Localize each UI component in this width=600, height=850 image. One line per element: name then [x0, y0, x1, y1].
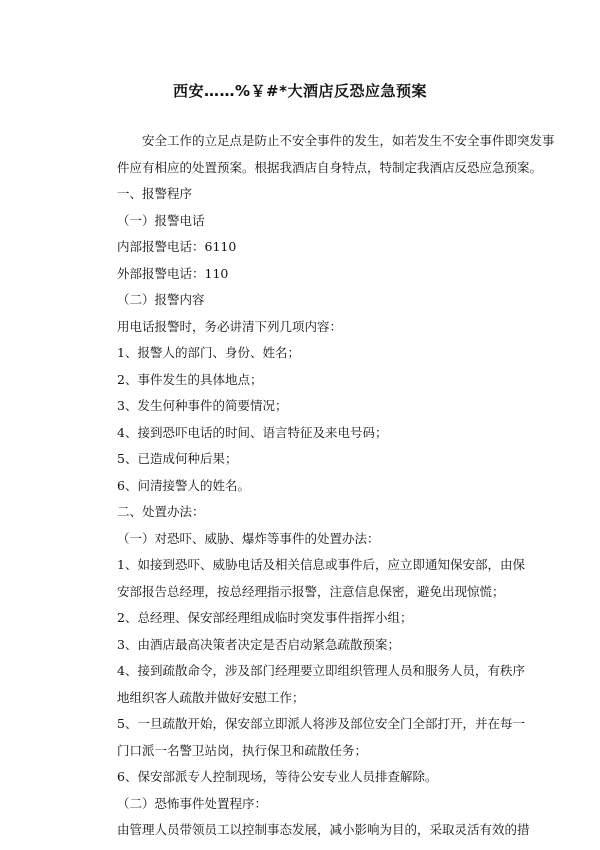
list-item: 2、总经理、保安部经理组成临时突发事件指挥小组；: [117, 610, 413, 625]
document-body: [117, 128, 555, 844]
paragraph-line: 由管理人员带领员工以控制事态发展，减小影响为目的，采取灵活有效的措: [117, 822, 530, 837]
list-item: 3、发生何种事件的简要情况；: [117, 398, 288, 413]
list-item: 3、由酒店最高决策者决定是否启动紧急疏散预案；: [117, 636, 400, 652]
report-content-lead: 用电话报警时，务必讲清下列几项内容：: [117, 318, 343, 334]
subsection-heading: （二）恐怖事件处置程序：: [117, 795, 268, 811]
list-item: 4、接到疏散命令，涉及部门经理要立即组织管理人员和服务人员，有秩序: [117, 663, 525, 678]
list-item-continuation: 安部报告总经理，按总经理指示报警，注意信息保密，避免出现惊慌；: [117, 583, 505, 599]
list-item-continuation: 门口派一名警卫站岗，执行保卫和疏散任务；: [117, 742, 368, 758]
list-item: 1、如接到恐吓、威胁电话及相关信息或事件后，应立即通知保安部，由保: [117, 557, 525, 572]
intro-text: 件应有相应的处置预案。根据我酒店自身特点，特制定我酒店: [117, 159, 455, 175]
list-item: 4、接到恐吓电话的时间、语言特征及来电号码；: [117, 424, 388, 440]
list-item: 2、事件发生的具体地点；: [117, 371, 263, 387]
list-item: 5、一旦疏散开始，保安部立即派人将涉及部位安全门全部打开，并在每一: [117, 716, 525, 731]
list-item: 1、报警人的部门、身份、姓名；: [117, 345, 300, 360]
subsection-heading: （一）报警电话: [117, 212, 205, 228]
subsection-heading: （二）报警内容: [117, 292, 205, 307]
list-item: 6、问清接警人的姓名。: [117, 477, 250, 493]
external-phone: 外部报警电话：110: [117, 265, 229, 281]
document-title: 西安……%￥#*大酒店反恐应急预案: [173, 82, 427, 100]
intro-text-end: 预案。: [504, 159, 543, 175]
list-item: 6、保安部派专人控制现场，等待公安专业人员排查解除。: [117, 769, 438, 784]
intro-highlight: 反恐应急: [454, 159, 505, 175]
intro-line-1: 安全工作的立足点是防止不安全事件的发生，如若发生不安全事件即突发事: [142, 133, 555, 148]
section-heading: 一、报警程序: [117, 186, 193, 201]
list-item: 5、已造成何种后果；: [117, 451, 238, 466]
internal-phone: 内部报警电话：6110: [117, 239, 237, 254]
subsection-heading: （一）对恐吓、威胁、爆炸等事件的处置办法：: [117, 530, 380, 546]
list-item-continuation: 地组织客人疏散并做好安慰工作；: [117, 689, 305, 705]
intro-line-2: [117, 155, 543, 182]
section-heading: 二、处置办法：: [117, 504, 205, 519]
